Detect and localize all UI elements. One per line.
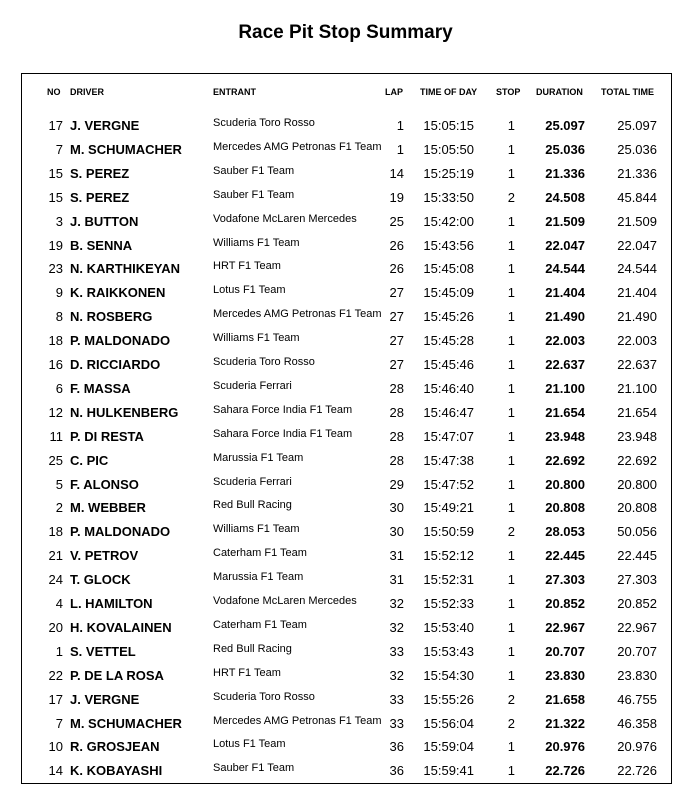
stop-duration: 23.830 xyxy=(545,667,585,683)
table-row xyxy=(0,353,691,377)
driver-number: 12 xyxy=(48,404,63,420)
total-time: 22.692 xyxy=(617,452,657,468)
stop-duration: 21.490 xyxy=(545,309,585,325)
driver-name: D. RICCIARDO xyxy=(70,357,161,372)
entrant-name: Sauber F1 Team xyxy=(213,188,295,201)
time-of-day: 15:47:07 xyxy=(423,428,474,444)
entrant-name: Mercedes AMG Petronas F1 Team xyxy=(213,140,382,153)
stop-number: 2 xyxy=(507,524,515,540)
time-of-day: 15:05:15 xyxy=(423,118,474,133)
total-time: 20.808 xyxy=(617,500,657,516)
time-of-day: 15:46:40 xyxy=(423,380,474,396)
lap-number: 31 xyxy=(389,548,404,564)
lap-number: 26 xyxy=(389,237,404,253)
total-time: 46.358 xyxy=(617,715,657,731)
stop-duration: 25.097 xyxy=(545,118,585,133)
stop-duration: 20.808 xyxy=(545,500,585,516)
entrant-name: HRT F1 Team xyxy=(213,260,281,273)
driver-name: F. MASSA xyxy=(70,380,131,396)
lap-number: 32 xyxy=(389,596,404,611)
driver-name: M. WEBBER xyxy=(70,500,146,516)
driver-name: C. PIC xyxy=(70,452,109,468)
time-of-day: 15:50:59 xyxy=(423,524,474,540)
stop-duration: 22.637 xyxy=(545,357,585,372)
table-row xyxy=(0,616,691,640)
lap-number: 36 xyxy=(389,739,404,755)
entrant-name: Caterham F1 Team xyxy=(213,618,307,631)
table-row xyxy=(0,688,691,712)
stop-duration: 21.336 xyxy=(545,165,585,181)
table-row xyxy=(0,544,691,568)
header-duration: DURATION xyxy=(536,87,583,97)
lap-number: 27 xyxy=(389,309,404,325)
stop-number: 1 xyxy=(507,285,515,301)
table-row xyxy=(0,712,691,736)
stop-duration: 24.544 xyxy=(545,261,585,277)
entrant-name: Williams F1 Team xyxy=(213,332,300,345)
time-of-day: 15:05:50 xyxy=(423,141,474,157)
total-time: 21.404 xyxy=(617,285,657,301)
stop-number: 1 xyxy=(507,643,515,659)
driver-number: 17 xyxy=(48,118,63,133)
driver-number: 22 xyxy=(48,667,63,683)
total-time: 22.967 xyxy=(617,619,657,635)
time-of-day: 15:55:26 xyxy=(423,691,474,707)
entrant-name: Scuderia Toro Rosso xyxy=(213,690,315,703)
lap-number: 30 xyxy=(389,524,404,540)
header-stop: STOP xyxy=(496,87,521,97)
driver-number: 1 xyxy=(55,643,63,659)
lap-number: 33 xyxy=(389,691,404,707)
driver-name: K. RAIKKONEN xyxy=(70,285,166,301)
total-time: 21.509 xyxy=(617,213,657,229)
stop-duration: 22.047 xyxy=(545,237,585,253)
stop-duration: 22.445 xyxy=(545,548,585,564)
page-title: Race Pit Stop Summary xyxy=(238,22,453,43)
driver-name: S. PEREZ xyxy=(70,189,130,205)
stop-number: 1 xyxy=(507,380,515,396)
time-of-day: 15:33:50 xyxy=(423,189,474,205)
driver-name: S. PEREZ xyxy=(70,165,130,181)
total-time: 27.303 xyxy=(617,572,657,588)
entrant-name: Sauber F1 Team xyxy=(213,762,295,775)
table-row xyxy=(0,257,691,281)
stop-number: 1 xyxy=(507,141,515,157)
lap-number: 28 xyxy=(389,428,404,444)
stop-number: 1 xyxy=(507,596,515,611)
stop-number: 1 xyxy=(507,476,515,492)
entrant-name: Marussia F1 Team xyxy=(213,571,304,584)
entrant-name: Red Bull Racing xyxy=(213,642,292,655)
table-row xyxy=(0,162,691,186)
stop-number: 2 xyxy=(507,189,515,205)
entrant-name: Caterham F1 Team xyxy=(213,547,307,560)
table-row xyxy=(0,496,691,520)
stop-duration: 20.852 xyxy=(545,596,585,611)
lap-number: 19 xyxy=(389,189,404,205)
stop-duration: 23.948 xyxy=(545,428,585,444)
time-of-day: 15:53:40 xyxy=(423,619,474,635)
driver-name: P. DI RESTA xyxy=(70,428,144,444)
stop-number: 1 xyxy=(507,118,515,133)
table-row xyxy=(0,114,691,138)
stop-number: 1 xyxy=(507,500,515,516)
total-time: 20.800 xyxy=(617,476,657,492)
driver-number: 20 xyxy=(48,619,63,635)
stop-number: 1 xyxy=(507,763,515,779)
stop-number: 1 xyxy=(507,452,515,468)
driver-name: T. GLOCK xyxy=(70,572,131,588)
time-of-day: 15:49:21 xyxy=(423,500,474,516)
table-row xyxy=(0,281,691,305)
entrant-name: Lotus F1 Team xyxy=(213,738,286,751)
header-entrant: ENTRANT xyxy=(213,87,256,97)
driver-number: 15 xyxy=(48,189,63,205)
driver-name: K. KOBAYASHI xyxy=(70,763,163,779)
total-time: 22.003 xyxy=(617,333,657,349)
driver-name: R. GROSJEAN xyxy=(70,739,160,755)
time-of-day: 15:25:19 xyxy=(423,165,474,181)
driver-name: J. VERGNE xyxy=(70,118,140,133)
lap-number: 31 xyxy=(389,572,404,588)
driver-name: N. KARTHIKEYAN xyxy=(70,261,181,277)
driver-number: 9 xyxy=(55,285,63,301)
lap-number: 28 xyxy=(389,452,404,468)
table-row xyxy=(0,401,691,425)
stop-duration: 21.509 xyxy=(545,213,585,229)
driver-number: 25 xyxy=(48,452,63,468)
stop-duration: 22.692 xyxy=(545,452,585,468)
time-of-day: 15:45:26 xyxy=(423,309,474,325)
stop-duration: 22.003 xyxy=(545,333,585,349)
driver-number: 11 xyxy=(49,428,63,444)
lap-number: 36 xyxy=(389,763,404,779)
total-time: 25.097 xyxy=(617,118,657,133)
entrant-name: Scuderia Ferrari xyxy=(213,379,292,392)
stop-number: 1 xyxy=(507,309,515,325)
driver-number: 19 xyxy=(48,237,63,253)
driver-number: 15 xyxy=(48,165,63,181)
table-row xyxy=(0,449,691,473)
time-of-day: 15:52:12 xyxy=(423,548,474,564)
table-row xyxy=(0,377,691,401)
total-time: 25.036 xyxy=(617,141,657,157)
entrant-name: Red Bull Racing xyxy=(213,499,292,512)
table-row xyxy=(0,186,691,210)
driver-number: 7 xyxy=(55,715,63,731)
table-row xyxy=(0,210,691,234)
stop-duration: 20.976 xyxy=(545,739,585,755)
stop-duration: 21.322 xyxy=(545,715,585,731)
entrant-name: Vodafone McLaren Mercedes xyxy=(213,212,357,225)
driver-number: 10 xyxy=(48,739,63,755)
stop-number: 1 xyxy=(507,333,515,349)
time-of-day: 15:54:30 xyxy=(423,667,474,683)
total-time: 22.637 xyxy=(617,357,657,372)
stop-duration: 20.800 xyxy=(545,476,585,492)
stop-duration: 21.658 xyxy=(545,691,585,707)
total-time: 45.844 xyxy=(617,189,657,205)
total-time: 20.707 xyxy=(617,643,657,659)
driver-number: 17 xyxy=(48,691,63,707)
stop-number: 1 xyxy=(507,357,515,372)
total-time: 21.336 xyxy=(617,165,657,181)
entrant-name: Lotus F1 Team xyxy=(213,284,286,297)
table-row xyxy=(0,305,691,329)
table-row xyxy=(0,640,691,664)
stop-duration: 21.404 xyxy=(545,285,585,301)
entrant-name: Sahara Force India F1 Team xyxy=(213,403,353,416)
driver-name: N. HULKENBERG xyxy=(70,404,179,420)
entrant-name: Sahara Force India F1 Team xyxy=(213,427,353,440)
time-of-day: 15:59:41 xyxy=(423,763,474,779)
table-row xyxy=(0,759,691,783)
stop-number: 1 xyxy=(507,165,515,181)
table-row xyxy=(0,329,691,353)
entrant-name: Marussia F1 Team xyxy=(213,451,304,464)
total-time: 21.100 xyxy=(617,380,657,396)
entrant-name: Williams F1 Team xyxy=(213,523,300,536)
stop-number: 1 xyxy=(507,261,515,277)
driver-name: H. KOVALAINEN xyxy=(70,619,172,635)
stop-number: 1 xyxy=(507,739,515,755)
driver-number: 5 xyxy=(55,476,63,492)
header-time-of-day: TIME OF DAY xyxy=(420,87,478,97)
time-of-day: 15:47:52 xyxy=(423,476,474,492)
stop-number: 1 xyxy=(507,667,515,683)
lap-number: 29 xyxy=(389,476,404,492)
driver-number: 16 xyxy=(48,357,63,372)
driver-name: V. PETROV xyxy=(70,548,139,564)
lap-number: 28 xyxy=(389,404,404,420)
table-row xyxy=(0,425,691,449)
total-time: 22.047 xyxy=(617,237,657,253)
driver-number: 2 xyxy=(55,500,63,516)
table-row xyxy=(0,138,691,162)
stop-number: 1 xyxy=(507,404,515,420)
driver-number: 18 xyxy=(48,333,63,349)
driver-name: L. HAMILTON xyxy=(70,596,153,611)
driver-name: B. SENNA xyxy=(70,237,133,253)
lap-number: 33 xyxy=(389,715,404,731)
stop-duration: 21.100 xyxy=(545,380,585,396)
stop-duration: 27.303 xyxy=(545,572,585,588)
total-time: 21.490 xyxy=(617,309,657,325)
entrant-name: Mercedes AMG Petronas F1 Team xyxy=(213,714,382,727)
time-of-day: 15:45:28 xyxy=(423,333,474,349)
stop-duration: 21.654 xyxy=(545,404,585,420)
stop-number: 1 xyxy=(507,237,515,253)
stop-duration: 20.707 xyxy=(545,643,585,659)
header-no: NO xyxy=(47,87,61,97)
lap-number: 14 xyxy=(389,165,404,181)
total-time: 24.544 xyxy=(617,261,657,277)
header-driver: DRIVER xyxy=(70,87,105,97)
lap-number: 27 xyxy=(389,357,404,372)
driver-number: 3 xyxy=(55,213,63,229)
driver-name: M. SCHUMACHER xyxy=(70,715,182,731)
driver-number: 6 xyxy=(55,380,63,396)
total-time: 20.852 xyxy=(617,596,657,611)
entrant-name: Mercedes AMG Petronas F1 Team xyxy=(213,308,382,321)
driver-number: 7 xyxy=(55,141,63,157)
time-of-day: 15:53:43 xyxy=(423,643,474,659)
header-total-time: TOTAL TIME xyxy=(601,87,654,97)
driver-name: P. MALDONADO xyxy=(70,333,171,349)
time-of-day: 15:46:47 xyxy=(423,404,474,420)
driver-number: 21 xyxy=(48,548,63,564)
lap-number: 25 xyxy=(389,213,404,229)
table-row xyxy=(0,735,691,759)
lap-number: 28 xyxy=(389,380,404,396)
time-of-day: 15:45:09 xyxy=(423,285,474,301)
driver-number: 14 xyxy=(48,763,63,779)
lap-number: 32 xyxy=(389,667,404,683)
total-time: 46.755 xyxy=(617,691,657,707)
time-of-day: 15:52:33 xyxy=(423,596,474,611)
driver-number: 18 xyxy=(48,524,63,540)
table-row xyxy=(0,592,691,616)
total-time: 21.654 xyxy=(617,404,657,420)
driver-name: F. ALONSO xyxy=(70,476,139,492)
driver-name: M. SCHUMACHER xyxy=(70,141,182,157)
driver-name: J. VERGNE xyxy=(70,691,140,707)
total-time: 22.445 xyxy=(617,548,657,564)
driver-name: P. DE LA ROSA xyxy=(70,667,164,683)
time-of-day: 15:59:04 xyxy=(423,739,474,755)
time-of-day: 15:56:04 xyxy=(423,715,474,731)
lap-number: 26 xyxy=(389,261,404,277)
driver-name: S. VETTEL xyxy=(70,643,136,659)
stop-number: 1 xyxy=(507,213,515,229)
lap-number: 33 xyxy=(389,643,404,659)
stop-duration: 24.508 xyxy=(545,189,585,205)
driver-name: P. MALDONADO xyxy=(70,524,171,540)
table-row xyxy=(0,520,691,544)
header-lap: LAP xyxy=(385,87,403,97)
total-time: 23.830 xyxy=(617,667,657,683)
lap-number: 1 xyxy=(396,141,404,157)
entrant-name: Scuderia Ferrari xyxy=(213,475,292,488)
time-of-day: 15:45:46 xyxy=(423,357,474,372)
stop-duration: 22.726 xyxy=(545,763,585,779)
stop-number: 2 xyxy=(507,715,515,731)
entrant-name: Vodafone McLaren Mercedes xyxy=(213,595,357,607)
table-row xyxy=(0,664,691,688)
time-of-day: 15:45:08 xyxy=(423,261,474,277)
stop-duration: 22.967 xyxy=(545,619,585,635)
lap-number: 1 xyxy=(396,118,404,133)
lap-number: 27 xyxy=(389,285,404,301)
driver-number: 4 xyxy=(55,596,63,611)
entrant-name: Scuderia Toro Rosso xyxy=(213,117,315,129)
total-time: 20.976 xyxy=(617,739,657,755)
stop-number: 1 xyxy=(507,572,515,588)
driver-name: J. BUTTON xyxy=(70,213,139,229)
time-of-day: 15:43:56 xyxy=(423,237,474,253)
stop-duration: 25.036 xyxy=(545,141,585,157)
lap-number: 30 xyxy=(389,500,404,516)
total-time: 23.948 xyxy=(617,428,657,444)
stop-number: 2 xyxy=(507,691,515,707)
table-row xyxy=(0,473,691,497)
total-time: 50.056 xyxy=(617,524,657,540)
entrant-name: Scuderia Toro Rosso xyxy=(213,356,315,368)
driver-number: 8 xyxy=(55,309,63,325)
driver-name: N. ROSBERG xyxy=(70,309,153,325)
table-row xyxy=(0,568,691,592)
entrant-name: Williams F1 Team xyxy=(213,236,300,249)
time-of-day: 15:47:38 xyxy=(423,452,474,468)
lap-number: 32 xyxy=(389,619,404,635)
stop-duration: 28.053 xyxy=(545,524,585,540)
entrant-name: Sauber F1 Team xyxy=(213,164,295,177)
table-row xyxy=(0,234,691,258)
driver-number: 24 xyxy=(48,572,63,588)
time-of-day: 15:42:00 xyxy=(423,213,474,229)
stop-number: 1 xyxy=(507,548,515,564)
total-time: 22.726 xyxy=(617,763,657,779)
stop-number: 1 xyxy=(507,428,515,444)
driver-number: 23 xyxy=(48,261,63,277)
time-of-day: 15:52:31 xyxy=(423,572,474,588)
stop-number: 1 xyxy=(507,619,515,635)
entrant-name: HRT F1 Team xyxy=(213,666,281,679)
lap-number: 27 xyxy=(389,333,404,349)
